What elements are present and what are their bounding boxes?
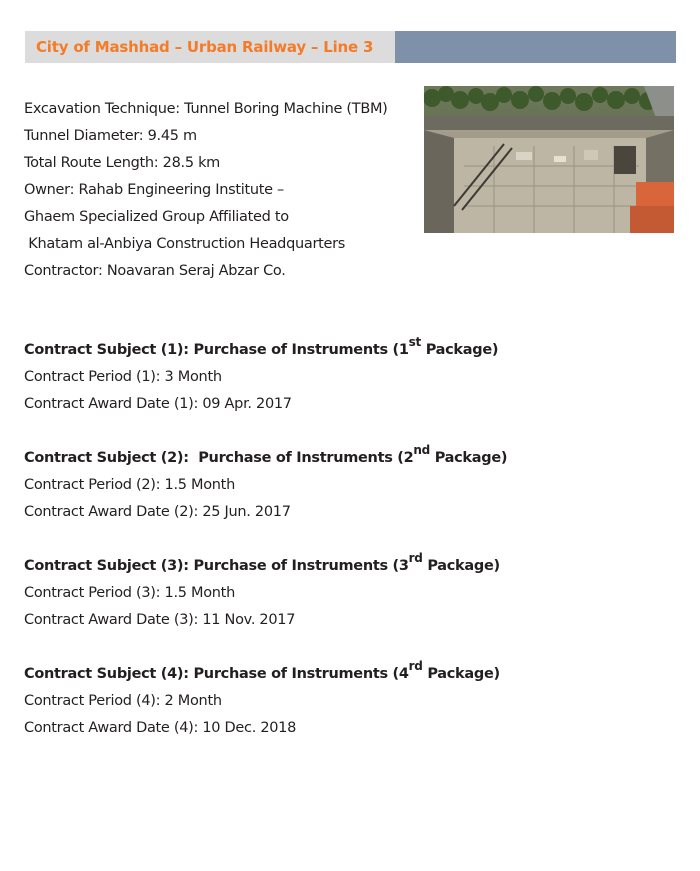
contract-award-date: Contract Award Date (3): 11 Nov. 2017: [24, 612, 296, 628]
total-route-length: Total Route Length: 28.5 km: [24, 155, 220, 171]
contract-subject: [24, 661, 664, 688]
subject-text: Contract Subject (4): Purchase of Instruments (4: [24, 666, 409, 682]
contract-period: Contract Period (3): 1.5 Month: [24, 585, 235, 601]
project-info: [24, 96, 419, 285]
owner-line-1: Owner: Rahab Engineering Institute –: [24, 182, 284, 198]
ordinal-suffix: rd: [408, 659, 423, 674]
subject-text: Contract Subject (1): Purchase of Instruments (1: [24, 342, 409, 358]
contract-item: [24, 445, 664, 526]
title-bar: [25, 31, 676, 63]
contract-award-date: Contract Award Date (4): 10 Dec. 2018: [24, 720, 297, 736]
excavation-technique: Excavation Technique: Tunnel Boring Machine (TBM): [24, 101, 388, 117]
construction-site-photo: [424, 86, 674, 233]
contractor: Contractor: Noavaran Seraj Abzar Co.: [24, 263, 286, 279]
contract-subject: [24, 553, 664, 580]
title-accent-bar: [395, 31, 676, 63]
subject-suffix: Package): [420, 342, 499, 358]
contracts-list: [24, 337, 664, 769]
owner-line-3: Khatam al-Anbiya Construction Headquarters: [24, 236, 346, 252]
ordinal-suffix: rd: [408, 551, 423, 566]
contract-item: [24, 337, 664, 418]
contract-period: Contract Period (1): 3 Month: [24, 369, 222, 385]
contract-subject: [24, 337, 664, 364]
contract-item: [24, 553, 664, 634]
subject-suffix: Package): [429, 450, 508, 466]
subject-suffix: Package): [422, 558, 500, 574]
title-label-box: [25, 31, 395, 63]
owner-line-2: Ghaem Specialized Group Affiliated to: [24, 209, 289, 225]
ordinal-suffix: st: [408, 335, 421, 350]
contract-period: Contract Period (2): 1.5 Month: [24, 477, 235, 493]
ordinal-suffix: nd: [413, 443, 430, 458]
contract-period: Contract Period (4): 2 Month: [24, 693, 222, 709]
contract-item: [24, 661, 664, 742]
contract-subject: [24, 445, 664, 472]
page-title: City of Mashhad – Urban Railway – Line 3: [36, 38, 374, 56]
contract-award-date: Contract Award Date (1): 09 Apr. 2017: [24, 396, 292, 412]
subject-text: Contract Subject (3): Purchase of Instruments (3: [24, 558, 409, 574]
subject-suffix: Package): [422, 666, 500, 682]
contract-award-date: Contract Award Date (2): 25 Jun. 2017: [24, 504, 291, 520]
subject-text: Contract Subject (2): Purchase of Instruments (2: [24, 450, 414, 466]
tunnel-diameter: Tunnel Diameter: 9.45 m: [24, 128, 197, 144]
